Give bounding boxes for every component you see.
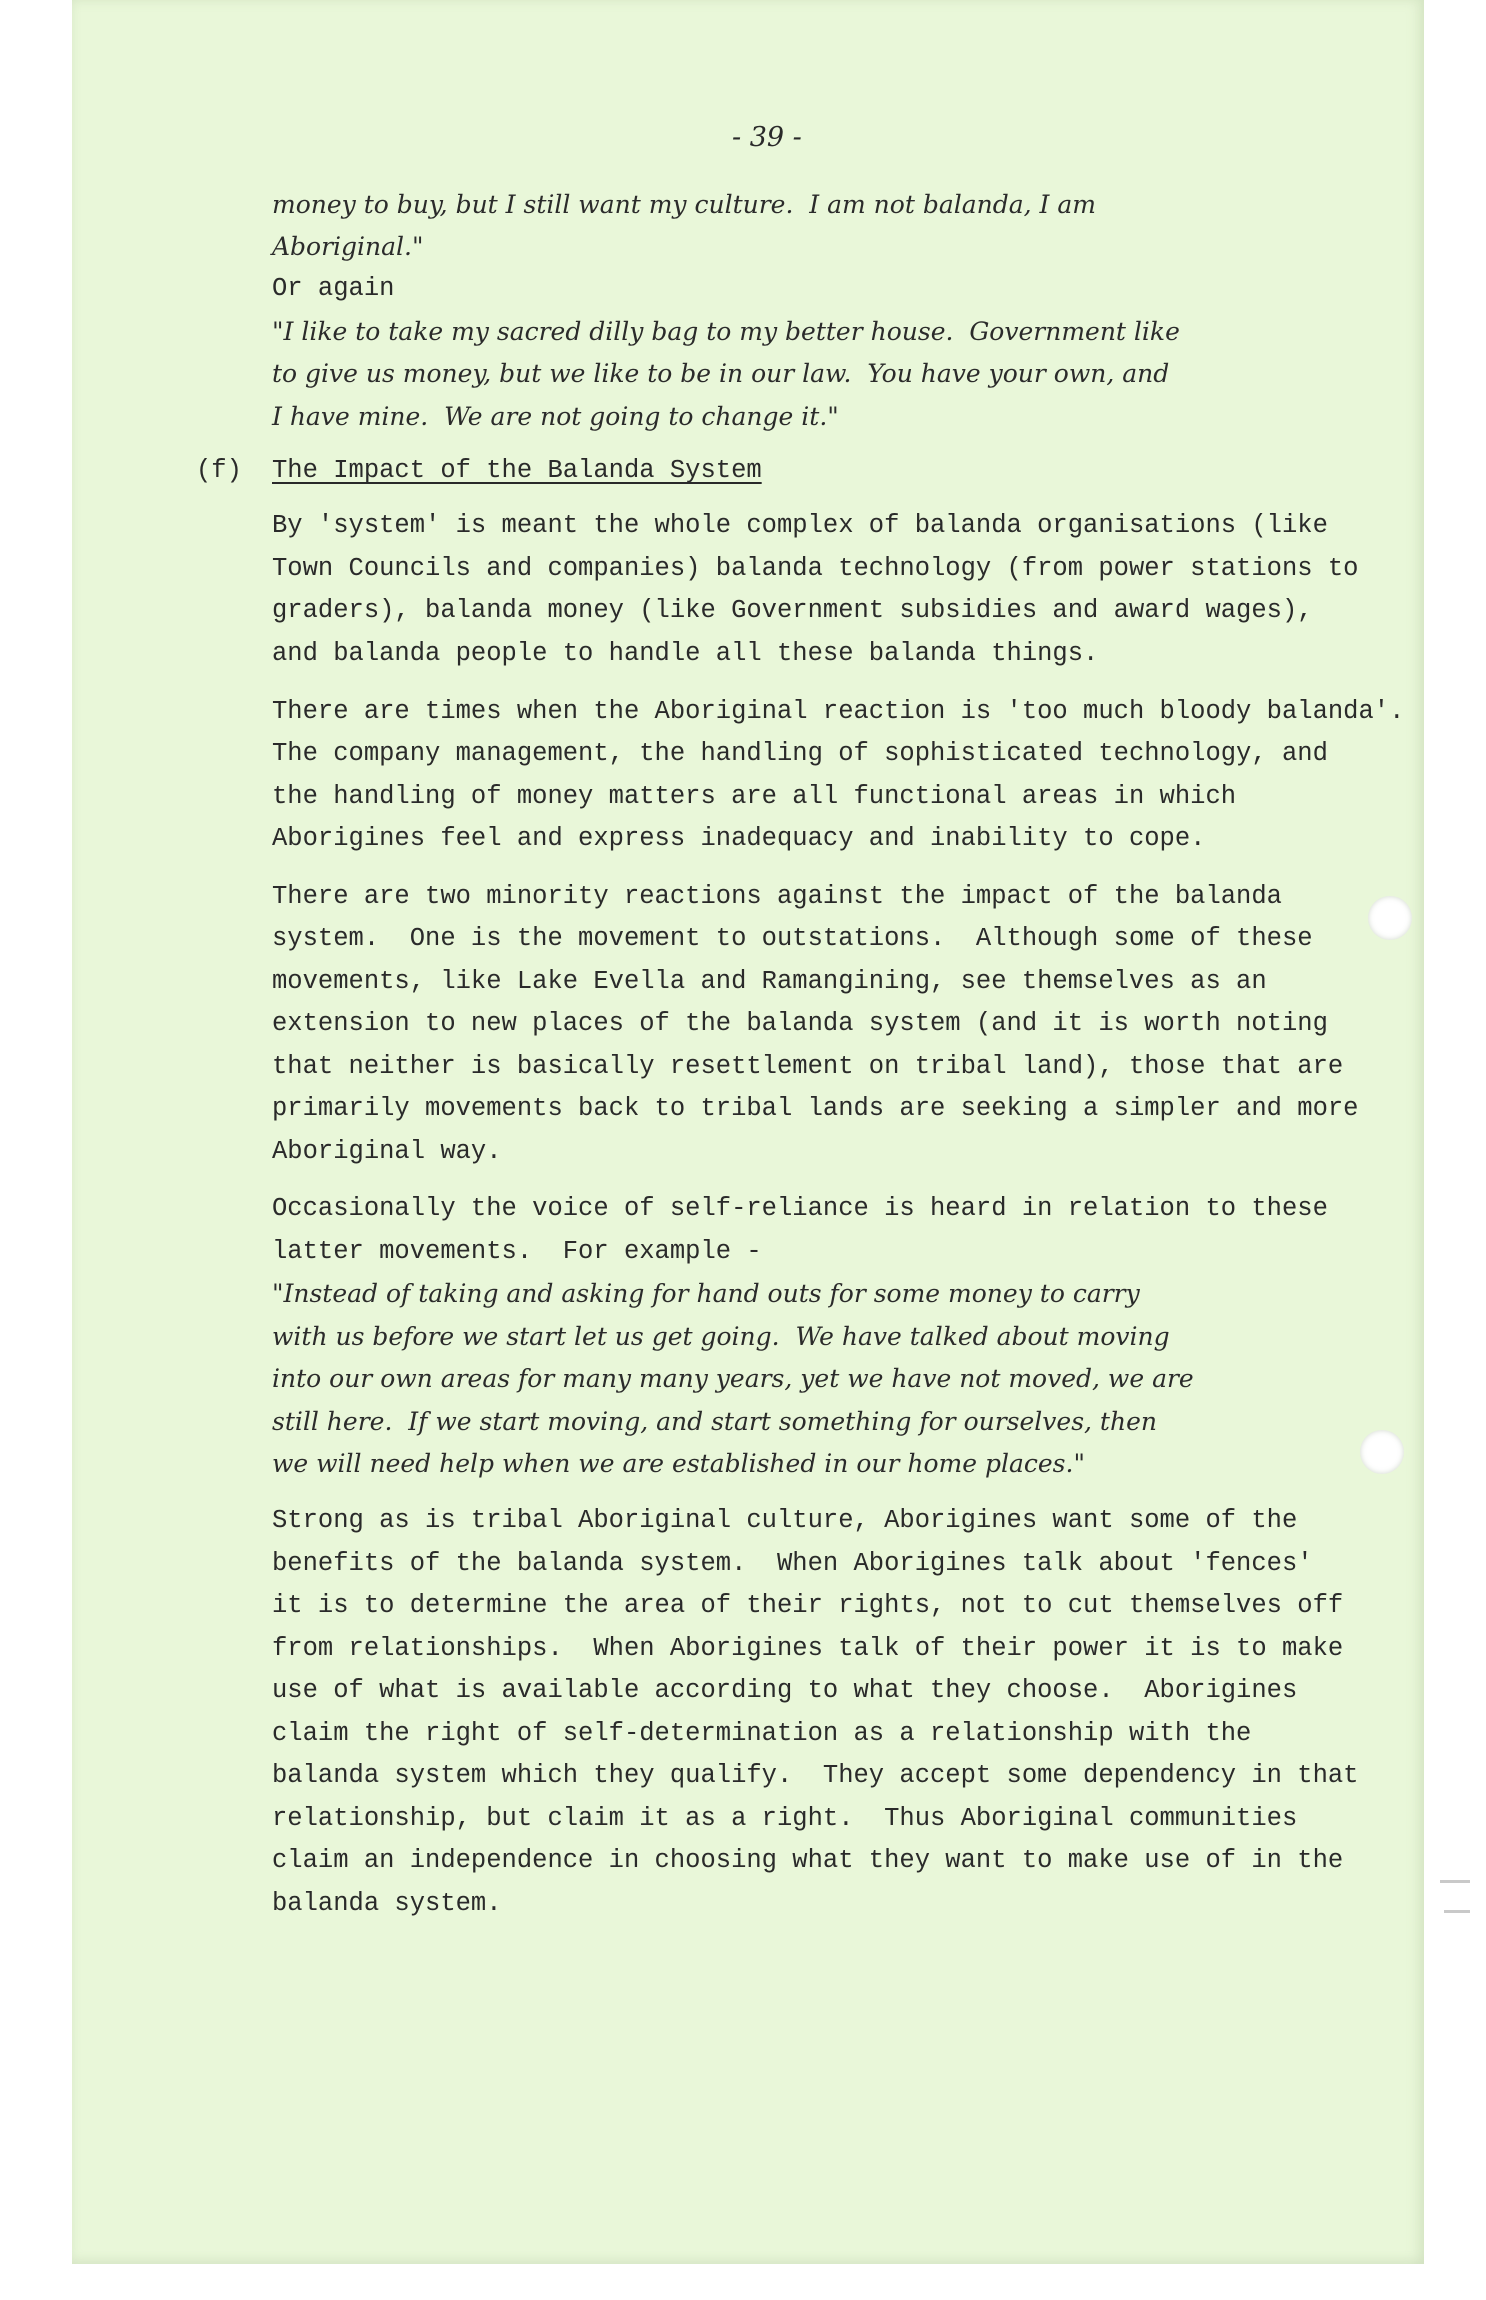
para2-line-2: The company management, the handling of sophisticated technology, and: [272, 739, 1328, 768]
quote-instead-line-3: into our own areas for many many years, yet we have not moved, we are: [272, 1364, 1194, 1393]
para3-line-4: extension to new places of the balanda system (and it is worth noting: [272, 1009, 1328, 1038]
para3-line-3: movements, like Lake Evella and Ramangining, see themselves as an: [272, 967, 1267, 996]
para5-line-2: benefits of the balanda system. When Aborigines talk about 'fences': [272, 1549, 1313, 1578]
or-again-text: Or again: [272, 274, 395, 303]
section-title: The Impact of the Balanda System: [272, 456, 762, 485]
para3-line-6: primarily movements back to tribal lands are seeking a simpler and more: [272, 1094, 1359, 1123]
quote-instead-line-1: "Instead of taking and asking for hand outs for some money to carry: [272, 1279, 1140, 1308]
para1-line-2: Town Councils and companies) balanda technology (from power stations to: [272, 554, 1359, 583]
para5-line-8: relationship, but claim it as a right. Thus Aboriginal communities: [272, 1804, 1298, 1833]
quote-dilly-line-1: "I like to take my sacred dilly bag to my better house. Government like: [272, 317, 1180, 346]
quote-culture-line-1: money to buy, but I still want my culture. I am not balanda, I am: [272, 190, 1096, 219]
para4-line-2: latter movements. For example -: [272, 1237, 762, 1266]
para5-line-3: it is to determine the area of their rights, not to cut themselves off: [272, 1591, 1344, 1620]
para5-line-10: balanda system.: [272, 1889, 502, 1918]
quote-instead-line-2: with us before we start let us get going. We have talked about moving: [272, 1322, 1170, 1351]
para5-line-9: claim an independence in choosing what they want to make use of in the: [272, 1846, 1344, 1875]
para4-line-1: Occasionally the voice of self-reliance is heard in relation to these: [272, 1194, 1328, 1223]
para3-line-7: Aboriginal way.: [272, 1137, 502, 1166]
quote-instead-line-5: we will need help when we are established in our home places.": [272, 1449, 1085, 1478]
para5-line-4: from relationships. When Aborigines talk of their power it is to make: [272, 1634, 1344, 1663]
para2-line-1: There are times when the Aboriginal reaction is 'too much bloody balanda'.: [272, 697, 1405, 726]
para2-line-3: the handling of money matters are all functional areas in which: [272, 782, 1237, 811]
page-edge-mark: [1440, 1880, 1470, 1883]
para1-line-1: By 'system' is meant the whole complex of balanda organisations (like: [272, 511, 1328, 540]
para5-line-5: use of what is available according to what they choose. Aborigines: [272, 1676, 1298, 1705]
para3-line-1: There are two minority reactions against the impact of the balanda: [272, 882, 1282, 911]
section-label: (f): [196, 456, 242, 485]
page-edge-mark-2: [1444, 1910, 1470, 1913]
para1-line-3: graders), balanda money (like Government subsidies and award wages),: [272, 596, 1313, 625]
quote-dilly-line-3: I have mine. We are not going to change it.": [272, 402, 839, 431]
quote-instead-line-4: still here. If we start moving, and start something for ourselves, then: [272, 1407, 1157, 1436]
quote-culture-line-2: Aboriginal.": [272, 232, 424, 261]
para5-line-6: claim the right of self-determination as a relationship with the: [272, 1719, 1252, 1748]
quote-dilly-line-2: to give us money, but we like to be in our law. You have your own, and: [272, 359, 1170, 388]
punch-hole-lower: [1360, 1430, 1404, 1474]
para5-line-7: balanda system which they qualify. They accept some dependency in that: [272, 1761, 1359, 1790]
para5-line-1: Strong as is tribal Aboriginal culture, Aborigines want some of the: [272, 1506, 1298, 1535]
para1-line-4: and balanda people to handle all these balanda things.: [272, 639, 1099, 668]
para3-line-5: that neither is basically resettlement on tribal land), those that are: [272, 1052, 1344, 1081]
para3-line-2: system. One is the movement to outstations. Although some of these: [272, 924, 1313, 953]
page-number: - 39 -: [732, 122, 802, 153]
punch-hole-upper: [1368, 896, 1412, 940]
para2-line-4: Aborigines feel and express inadequacy and inability to cope.: [272, 824, 1206, 853]
